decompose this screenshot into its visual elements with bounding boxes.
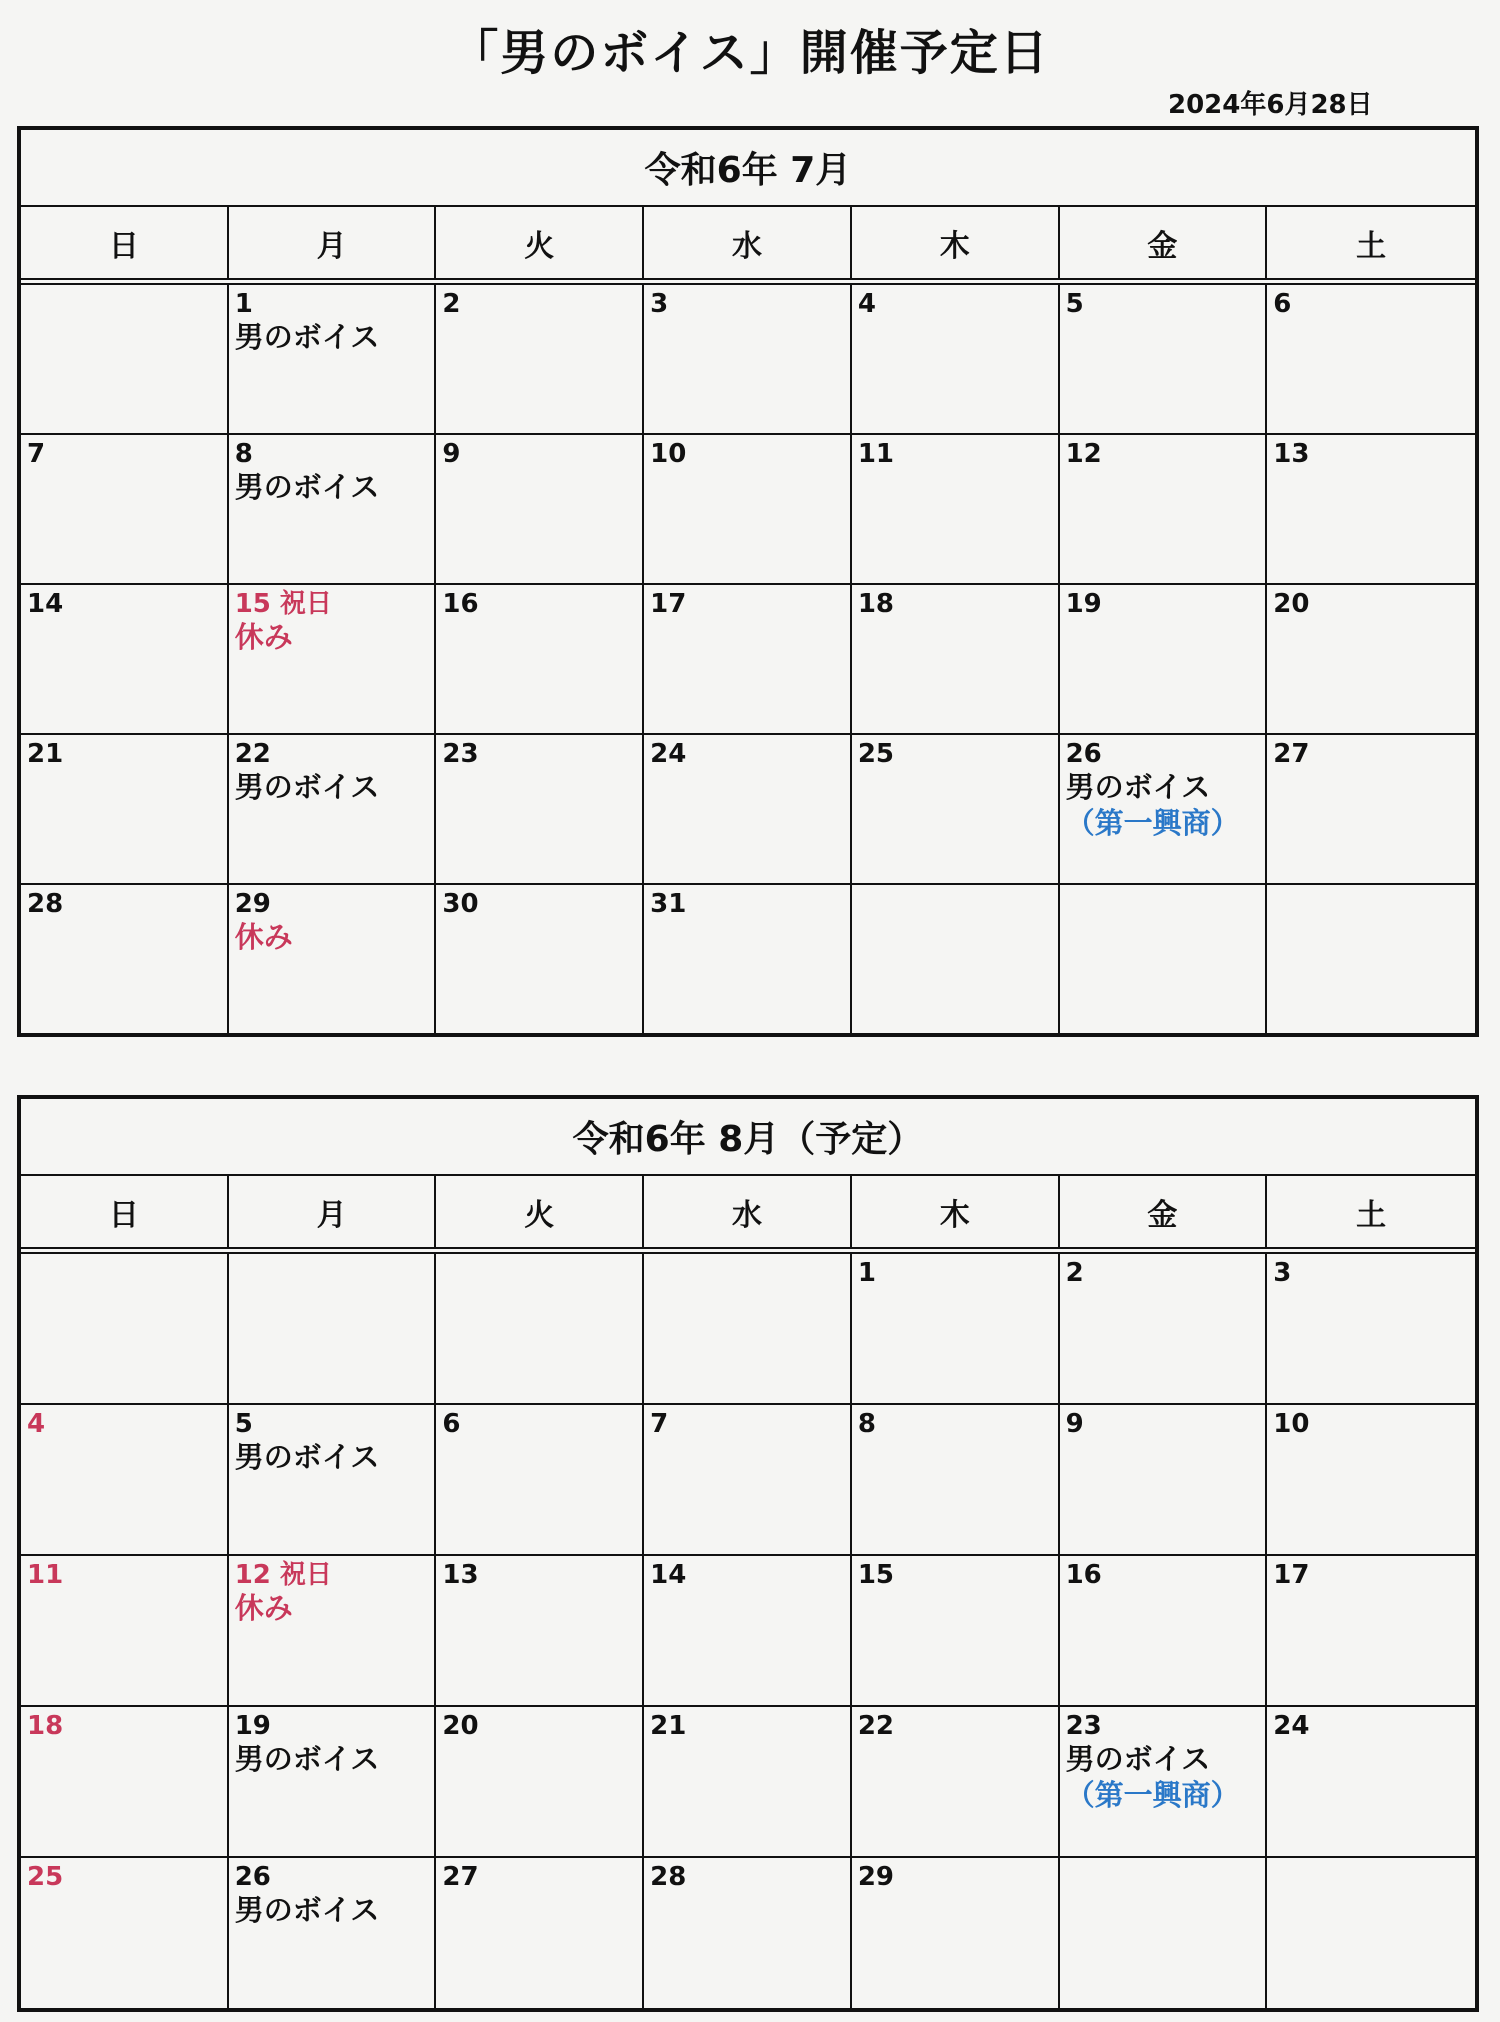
- day-number: 12: [1065, 439, 1102, 469]
- weekday-label: 木: [852, 1176, 1060, 1247]
- day-number: 29: [857, 1862, 895, 1892]
- event-label: 休み: [234, 1591, 293, 1625]
- day-number: 15 祝日: [234, 589, 332, 619]
- day-number: 16: [1065, 1560, 1102, 1590]
- day-number: 18: [857, 589, 895, 619]
- issue-date: 2024年6月28日: [1168, 90, 1373, 120]
- day-number: 1: [234, 289, 253, 319]
- day-cell: [436, 1556, 644, 1707]
- weekday-label: 日: [21, 1176, 229, 1247]
- day-number: 31: [650, 889, 687, 919]
- event-label: 男のボイス: [234, 470, 380, 504]
- calendar-grid: [21, 285, 1475, 1035]
- day-number: 30: [442, 889, 479, 919]
- day-cell: [852, 735, 1060, 885]
- event-label: 休み: [234, 920, 293, 954]
- day-cell: [21, 1254, 229, 1405]
- day-number: 22: [234, 739, 271, 769]
- calendar-august: [17, 1095, 1479, 2012]
- day-number: 19: [1065, 589, 1102, 619]
- day-number: 1: [857, 1258, 876, 1288]
- day-cell: [21, 1405, 229, 1556]
- day-number: 6: [442, 1409, 461, 1439]
- day-cell: [1267, 1405, 1475, 1556]
- day-cell: [1060, 435, 1268, 585]
- day-number: 14: [650, 1560, 687, 1590]
- day-cell: [229, 435, 437, 585]
- weekday-label: 木: [852, 207, 1060, 278]
- day-number: 3: [650, 289, 669, 319]
- day-number: 19: [234, 1711, 271, 1741]
- weekday-label: 月: [229, 1176, 437, 1247]
- event-label: （第一興商）: [1065, 1778, 1240, 1812]
- calendar-header: 令和6年 7月: [21, 130, 1475, 207]
- day-number: 18: [27, 1711, 64, 1741]
- day-cell: [229, 1405, 437, 1556]
- day-cell: [21, 435, 229, 585]
- day-cell: [1060, 1405, 1268, 1556]
- day-cell: [21, 735, 229, 885]
- day-cell: [644, 1254, 852, 1405]
- day-cell: [229, 1707, 437, 1858]
- day-cell: [229, 1556, 437, 1707]
- calendar-july: [17, 126, 1479, 1037]
- day-cell: [644, 1405, 852, 1556]
- calendar-header: 令和6年 8月（予定）: [21, 1099, 1475, 1176]
- weekday-label: 日: [21, 207, 229, 278]
- day-number: 7: [650, 1409, 669, 1439]
- day-number: 29: [234, 889, 271, 919]
- day-number: 28: [27, 889, 64, 919]
- day-cell: [1267, 885, 1475, 1035]
- day-number: 15: [857, 1560, 895, 1590]
- weekday-label: 土: [1356, 1197, 1387, 1233]
- day-cell: [436, 285, 644, 435]
- day-cell: [21, 1858, 229, 2009]
- weekday-label: 土: [1356, 228, 1387, 264]
- day-cell: [229, 585, 437, 735]
- day-cell: [229, 735, 437, 885]
- day-cell: [852, 1858, 1060, 2009]
- day-cell: [436, 585, 644, 735]
- day-cell: [1060, 1556, 1268, 1707]
- day-number: 21: [650, 1711, 687, 1741]
- event-label: 男のボイス: [234, 1440, 380, 1474]
- weekday-label: 水: [644, 207, 852, 278]
- day-number: 12 祝日: [234, 1560, 332, 1590]
- day-cell: [1060, 1254, 1268, 1405]
- day-number: 17: [650, 589, 687, 619]
- event-label: （第一興商）: [1065, 806, 1240, 840]
- day-number: 27: [442, 1862, 479, 1892]
- day-number: 21: [27, 739, 64, 769]
- day-cell: [436, 1858, 644, 2009]
- day-number: 28: [650, 1862, 687, 1892]
- event-label: 男のボイス: [1065, 1742, 1211, 1776]
- day-cell: [644, 1556, 852, 1707]
- day-cell: [852, 585, 1060, 735]
- day-cell: [1060, 1858, 1268, 2009]
- day-cell: [21, 285, 229, 435]
- day-cell: [1267, 735, 1475, 885]
- day-number: 7: [27, 439, 46, 469]
- day-number: 8: [234, 439, 253, 469]
- event-label: 休み: [234, 620, 293, 654]
- day-number: 26: [234, 1862, 271, 1892]
- day-cell: [852, 885, 1060, 1035]
- day-cell: [436, 1254, 644, 1405]
- day-number: 5: [1065, 289, 1084, 319]
- day-cell: [644, 285, 852, 435]
- day-cell: [852, 285, 1060, 435]
- event-label: 男のボイス: [234, 1893, 380, 1927]
- day-cell: [21, 585, 229, 735]
- day-number: 8: [857, 1409, 876, 1439]
- day-number: 23: [1065, 1711, 1102, 1741]
- event-label: 男のボイス: [234, 320, 380, 354]
- day-cell: [229, 285, 437, 435]
- day-number: 25: [857, 739, 895, 769]
- day-cell: [229, 885, 437, 1035]
- day-number: 10: [1273, 1409, 1310, 1439]
- day-number: 20: [1273, 589, 1310, 619]
- day-number: 5: [234, 1409, 253, 1439]
- day-cell: [1267, 1254, 1475, 1405]
- day-number: 6: [1273, 289, 1292, 319]
- day-cell: [852, 1254, 1060, 1405]
- day-number: 16: [442, 589, 479, 619]
- day-cell: [229, 1858, 437, 2009]
- day-number: 4: [857, 289, 876, 319]
- day-cell: [1267, 1858, 1475, 2009]
- weekday-label: 火: [436, 1176, 644, 1247]
- day-cell: [21, 1556, 229, 1707]
- day-cell: [644, 735, 852, 885]
- day-cell: [1267, 435, 1475, 585]
- day-cell: [229, 1254, 437, 1405]
- weekday-label: 火: [436, 207, 644, 278]
- day-cell: [21, 1707, 229, 1858]
- day-number: 27: [1273, 739, 1310, 769]
- day-cell: [644, 435, 852, 585]
- day-number: 3: [1273, 1258, 1292, 1288]
- weekday-label: 月: [229, 207, 437, 278]
- day-cell: [852, 435, 1060, 585]
- day-number: 25: [27, 1862, 64, 1892]
- day-cell: [1060, 1707, 1268, 1858]
- page-title: 「男のボイス」開催予定日: [450, 25, 1050, 81]
- weekday-label: 金: [1060, 207, 1268, 278]
- day-cell: [644, 885, 852, 1035]
- day-cell: [1060, 885, 1268, 1035]
- day-number: 24: [1273, 1711, 1310, 1741]
- day-cell: [1267, 1556, 1475, 1707]
- day-cell: [1060, 735, 1268, 885]
- day-cell: [436, 885, 644, 1035]
- day-cell: [644, 1858, 852, 2009]
- weekday-header-row: [21, 1176, 1475, 1254]
- weekday-label: 金: [1060, 1176, 1268, 1247]
- weekday-header-row: [21, 207, 1475, 285]
- day-number: 22: [857, 1711, 895, 1741]
- day-cell: [1060, 585, 1268, 735]
- day-number: 2: [442, 289, 461, 319]
- day-number: 14: [27, 589, 64, 619]
- day-number: 26: [1065, 739, 1102, 769]
- day-number: 24: [650, 739, 687, 769]
- day-number: 2: [1065, 1258, 1084, 1288]
- day-number: 9: [442, 439, 461, 469]
- day-cell: [21, 885, 229, 1035]
- day-number: 11: [857, 439, 895, 469]
- day-number: 10: [650, 439, 687, 469]
- day-cell: [852, 1707, 1060, 1858]
- day-number: 17: [1273, 1560, 1310, 1590]
- day-number: 23: [442, 739, 479, 769]
- day-cell: [644, 1707, 852, 1858]
- day-cell: [1267, 285, 1475, 435]
- day-cell: [1267, 1707, 1475, 1858]
- day-cell: [436, 1405, 644, 1556]
- day-cell: [436, 1707, 644, 1858]
- day-cell: [436, 735, 644, 885]
- day-number: 4: [27, 1409, 46, 1439]
- day-cell: [1267, 585, 1475, 735]
- day-cell: [1060, 285, 1268, 435]
- day-number: 9: [1065, 1409, 1084, 1439]
- weekday-label: 水: [644, 1176, 852, 1247]
- event-label: 男のボイス: [1065, 770, 1211, 804]
- day-number: 20: [442, 1711, 479, 1741]
- day-cell: [436, 435, 644, 585]
- day-cell: [644, 585, 852, 735]
- day-cell: [852, 1556, 1060, 1707]
- day-number: 11: [27, 1560, 64, 1590]
- day-number: 13: [442, 1560, 479, 1590]
- event-label: 男のボイス: [234, 1742, 380, 1776]
- day-cell: [852, 1405, 1060, 1556]
- calendar-grid: [21, 1254, 1475, 2009]
- event-label: 男のボイス: [234, 770, 380, 804]
- day-number: 13: [1273, 439, 1310, 469]
